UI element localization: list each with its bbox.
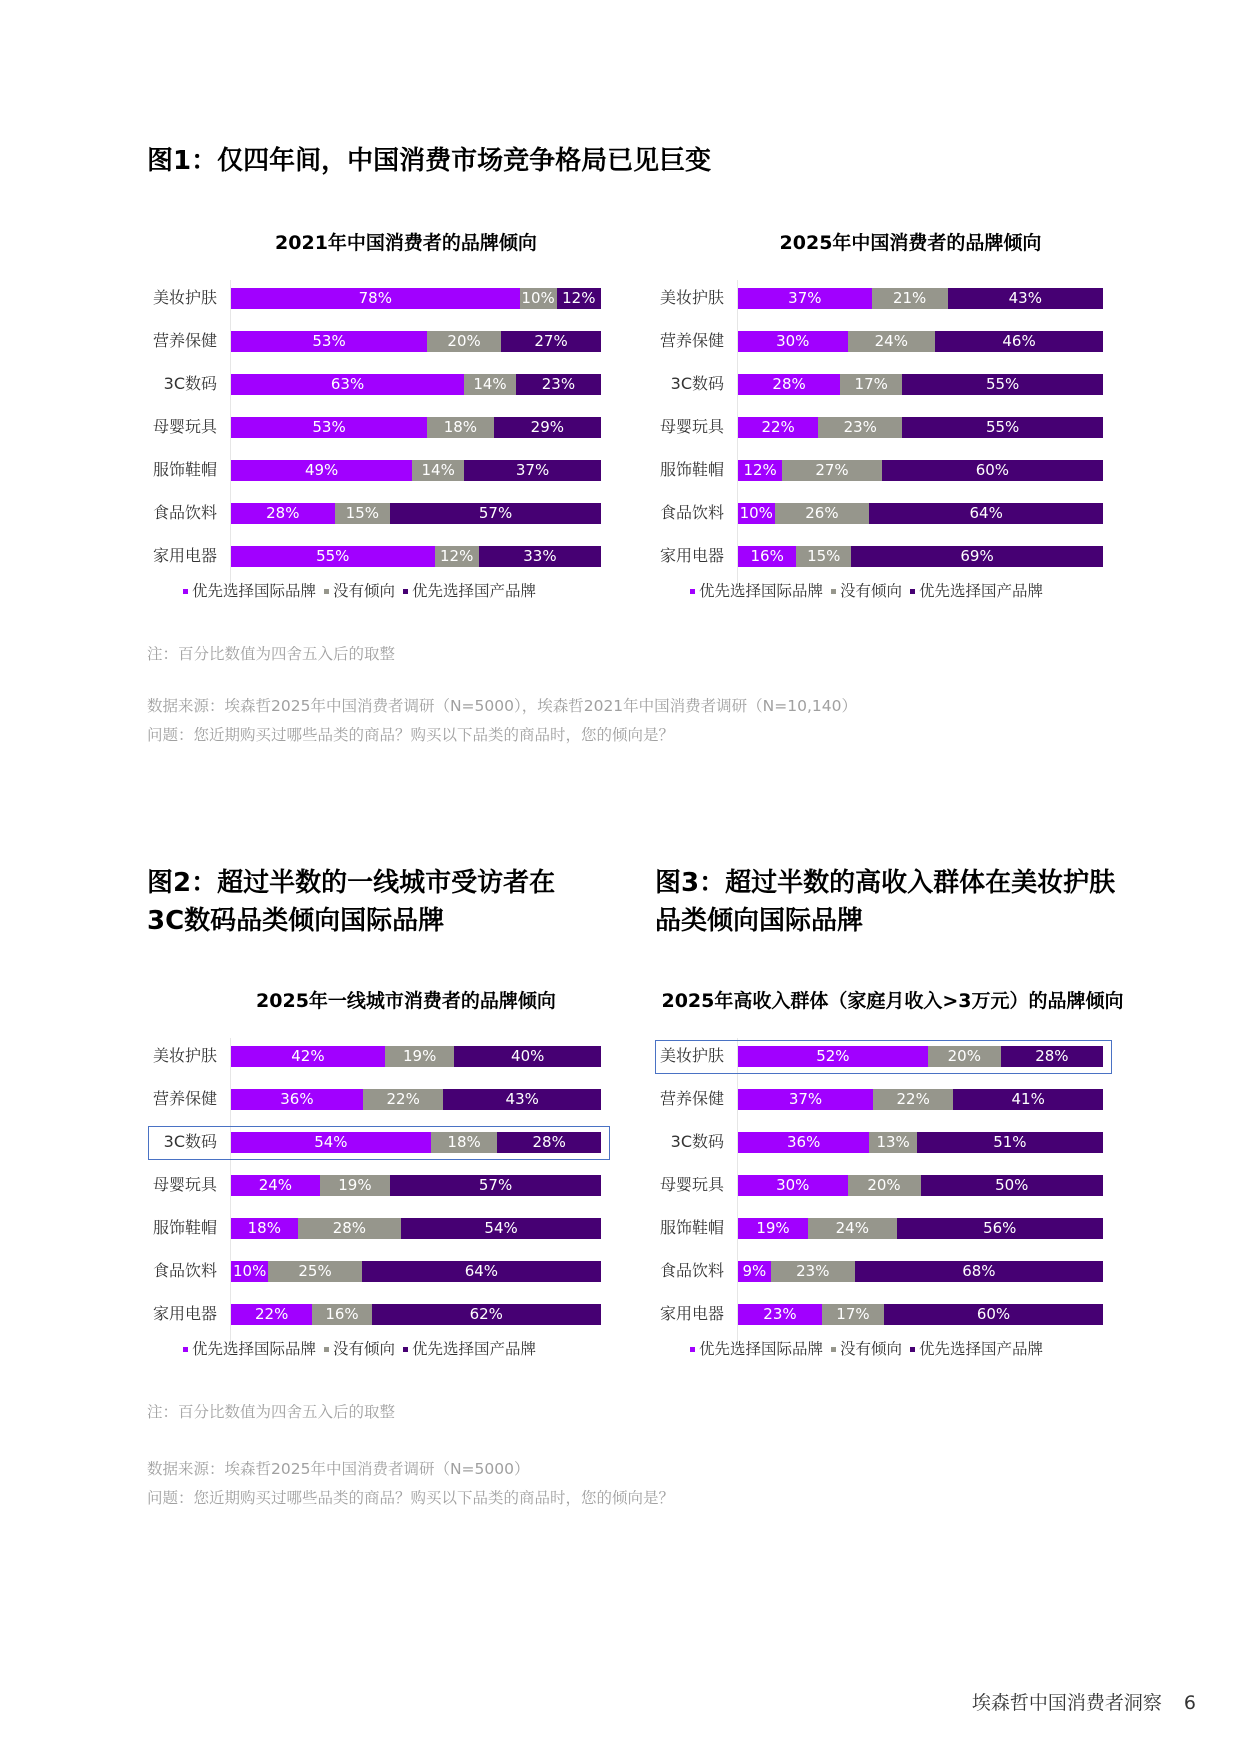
bar-segment-international: 37% [738, 288, 872, 309]
bar-segment-neutral: 14% [412, 460, 464, 481]
legend-label: 没有倾向 [840, 1340, 903, 1358]
bar-segment-domestic: 56% [897, 1218, 1103, 1239]
category-label: 3C数码 [670, 1132, 724, 1151]
bar-segment-international: 37% [738, 1089, 873, 1110]
category-label: 美妆护肤 [659, 1046, 724, 1065]
bar-segment-international: 36% [231, 1089, 363, 1110]
chart-legend [183, 579, 536, 601]
chart-title: 2025年高收入群体（家庭月收入>3万元）的品牌倾向 [661, 990, 1124, 1012]
fig1-source: 数据来源：埃森哲2025年中国消费者调研（N=5000），埃森哲2021年中国消费者调研（N=10,140） [147, 697, 857, 715]
bar-segment-domestic: 50% [921, 1175, 1104, 1196]
page-number: 6 [1183, 1692, 1196, 1714]
stacked-bar [738, 1132, 1103, 1153]
bar-segment-neutral: 23% [818, 417, 902, 438]
bar-segment-domestic: 43% [948, 288, 1103, 309]
bar-segment-domestic: 57% [390, 1175, 601, 1196]
stacked-bar [231, 417, 601, 438]
legend-label: 没有倾向 [333, 1340, 396, 1358]
category-label: 3C数码 [163, 1132, 217, 1151]
bar-segment-international: 30% [738, 1175, 848, 1196]
stacked-bar [738, 1304, 1103, 1325]
legend-swatch-icon [403, 589, 408, 594]
bar-segment-international: 28% [231, 503, 335, 524]
bar-segment-neutral: 22% [363, 1089, 444, 1110]
legend-swatch-icon [910, 589, 915, 594]
legend-label: 优先选择国产品牌 [919, 582, 1044, 600]
figure-3-title-line2: 品类倾向国际品牌 [655, 906, 864, 936]
bar-segment-domestic: 33% [479, 546, 601, 567]
legend-swatch-icon [690, 589, 695, 594]
bar-segment-neutral: 19% [385, 1046, 455, 1067]
stacked-bar [231, 1261, 601, 1282]
stacked-bar [231, 1089, 601, 1110]
bar-segment-domestic: 54% [401, 1218, 601, 1239]
legend-label: 优先选择国际品牌 [699, 582, 824, 600]
bar-segment-neutral: 18% [427, 417, 494, 438]
stacked-bar [231, 460, 601, 481]
chart-legend [183, 1337, 536, 1359]
bar-segment-domestic: 55% [902, 417, 1103, 438]
bar-segment-neutral: 15% [796, 546, 851, 567]
bar-segment-neutral: 18% [431, 1132, 498, 1153]
category-label: 服饰鞋帽 [152, 460, 217, 479]
stacked-bar [738, 417, 1103, 438]
bar-segment-domestic: 62% [372, 1304, 601, 1325]
bar-segment-neutral: 21% [872, 288, 948, 309]
bar-segment-domestic: 46% [935, 331, 1103, 352]
footer-text: 埃森哲中国消费者洞察 [971, 1692, 1162, 1714]
bar-segment-domestic: 57% [390, 503, 601, 524]
bar-segment-international: 10% [231, 1261, 268, 1282]
bar-segment-neutral: 17% [840, 374, 902, 395]
category-label: 营养保健 [659, 1089, 724, 1108]
legend-label: 优先选择国际品牌 [192, 1340, 317, 1358]
bar-segment-neutral: 20% [848, 1175, 921, 1196]
category-label: 美妆护肤 [659, 288, 724, 307]
bar-segment-international: 16% [738, 546, 796, 567]
category-label: 营养保健 [152, 1089, 217, 1108]
legend-item-domestic [403, 579, 536, 601]
chart-title: 2025年一线城市消费者的品牌倾向 [256, 990, 556, 1012]
stacked-bar [738, 1089, 1103, 1110]
bar-segment-neutral: 22% [873, 1089, 953, 1110]
bar-segment-neutral: 24% [808, 1218, 896, 1239]
bar-segment-neutral: 23% [771, 1261, 855, 1282]
bar-segment-international: 28% [738, 374, 840, 395]
bar-segment-international: 63% [231, 374, 464, 395]
figure-2-title-line1: 图2：超过半数的一线城市受访者在 [147, 868, 556, 898]
figure-1-title: 图1：仅四年间，中国消费市场竞争格局已见巨变 [147, 146, 712, 176]
stacked-bar [231, 331, 601, 352]
stacked-bar [738, 288, 1103, 309]
legend-swatch-icon [403, 1347, 408, 1352]
page-footer [972, 1688, 1196, 1715]
legend-swatch-icon [831, 589, 836, 594]
legend-item-neutral [831, 1337, 902, 1359]
stacked-bar [231, 503, 601, 524]
bar-segment-international: 54% [231, 1132, 431, 1153]
category-label: 母婴玩具 [152, 417, 217, 436]
bar-segment-international: 10% [739, 504, 773, 522]
legend-swatch-icon [183, 589, 188, 594]
bar-segment-domestic: 69% [851, 546, 1103, 567]
bar-segment-neutral: 26% [775, 503, 870, 524]
category-label: 服饰鞋帽 [152, 1218, 217, 1237]
category-label: 食品饮料 [659, 1261, 724, 1280]
legend-item-domestic [910, 579, 1043, 601]
stacked-bar [231, 1132, 601, 1153]
stacked-bar [738, 1218, 1103, 1239]
stacked-bar [738, 1046, 1103, 1067]
bar-segment-international: 53% [231, 331, 427, 352]
stacked-bar [738, 1175, 1103, 1196]
category-label: 母婴玩具 [659, 1175, 724, 1194]
legend-label: 优先选择国际品牌 [192, 582, 317, 600]
legend-item-domestic [910, 1337, 1043, 1359]
category-label: 家用电器 [152, 546, 217, 565]
legend-swatch-icon [324, 589, 329, 594]
bar-segment-neutral: 16% [312, 1304, 371, 1325]
bar-segment-international: 22% [231, 1304, 312, 1325]
category-label: 家用电器 [152, 1304, 217, 1323]
bottom-note: 注：百分比数值为四舍五入后的取整 [147, 1403, 396, 1421]
category-label: 食品饮料 [659, 503, 724, 522]
bar-segment-neutral: 20% [427, 331, 501, 352]
category-label: 家用电器 [659, 1304, 724, 1323]
bar-segment-domestic: 40% [454, 1046, 601, 1067]
bar-segment-neutral: 19% [320, 1175, 390, 1196]
bar-segment-neutral: 17% [822, 1304, 884, 1325]
category-label: 3C数码 [163, 374, 217, 393]
bar-segment-domestic: 12% [557, 288, 601, 309]
category-label: 美妆护肤 [152, 1046, 217, 1065]
stacked-bar [738, 503, 1103, 524]
bar-segment-neutral: 14% [464, 374, 516, 395]
legend-swatch-icon [831, 1347, 836, 1352]
legend-swatch-icon [690, 1347, 695, 1352]
bar-segment-domestic: 51% [917, 1132, 1103, 1153]
figure-3-title-line1: 图3：超过半数的高收入群体在美妆护肤 [655, 868, 1116, 898]
bar-segment-international: 52% [738, 1046, 928, 1067]
bar-segment-international: 23% [738, 1304, 822, 1325]
bar-segment-domestic: 29% [494, 417, 601, 438]
stacked-bar [231, 1046, 601, 1067]
bar-segment-international: 42% [231, 1046, 385, 1067]
figure-3-title [655, 864, 1115, 940]
bar-segment-neutral: 24% [848, 331, 936, 352]
legend-label: 没有倾向 [333, 582, 396, 600]
stacked-bar [231, 1175, 601, 1196]
category-label: 家用电器 [659, 546, 724, 565]
stacked-bar [231, 374, 601, 395]
figure-2-title [147, 864, 555, 940]
bottom-source: 数据来源：埃森哲2025年中国消费者调研（N=5000） [147, 1460, 530, 1478]
bar-segment-international: 24% [231, 1175, 320, 1196]
legend-item-international [690, 579, 823, 601]
bar-segment-domestic: 28% [1001, 1046, 1103, 1067]
category-label: 服饰鞋帽 [659, 1218, 724, 1237]
chart-title: 2021年中国消费者的品牌倾向 [275, 232, 537, 254]
category-label: 美妆护肤 [152, 288, 217, 307]
legend-item-international [183, 1337, 316, 1359]
bar-segment-neutral: 13% [869, 1132, 916, 1153]
category-label: 营养保健 [152, 331, 217, 350]
bar-segment-international: 30% [738, 331, 848, 352]
bar-segment-international: 36% [738, 1132, 869, 1153]
chart-legend [690, 1337, 1043, 1359]
bar-segment-domestic: 64% [362, 1261, 601, 1282]
stacked-bar [738, 374, 1103, 395]
stacked-bar [738, 1261, 1103, 1282]
bar-segment-neutral: 10% [521, 289, 555, 307]
figure-2-title-line2: 3C数码品类倾向国际品牌 [147, 906, 445, 936]
legend-label: 优先选择国际品牌 [699, 1340, 824, 1358]
category-label: 营养保健 [659, 331, 724, 350]
stacked-bar [738, 546, 1103, 567]
stacked-bar [231, 546, 601, 567]
bar-segment-international: 53% [231, 417, 427, 438]
legend-item-domestic [403, 1337, 536, 1359]
stacked-bar [231, 288, 601, 309]
legend-swatch-icon [183, 1347, 188, 1352]
bar-segment-domestic: 27% [501, 331, 601, 352]
bar-segment-domestic: 23% [516, 374, 601, 395]
bar-segment-neutral: 25% [268, 1261, 361, 1282]
legend-item-international [183, 579, 316, 601]
legend-item-neutral [324, 1337, 395, 1359]
chart-title: 2025年中国消费者的品牌倾向 [779, 232, 1042, 254]
category-label: 食品饮料 [152, 1261, 217, 1280]
bar-segment-domestic: 55% [902, 374, 1103, 395]
bar-segment-domestic: 37% [464, 460, 601, 481]
legend-item-neutral [324, 579, 395, 601]
stacked-bar [231, 1218, 601, 1239]
bar-segment-domestic: 43% [443, 1089, 601, 1110]
bar-segment-international: 78% [231, 288, 520, 309]
legend-swatch-icon [324, 1347, 329, 1352]
legend-item-international [690, 1337, 823, 1359]
legend-label: 没有倾向 [840, 582, 903, 600]
bar-segment-neutral: 15% [335, 503, 391, 524]
stacked-bar [231, 1304, 601, 1325]
bar-segment-international: 22% [738, 417, 818, 438]
category-label: 母婴玩具 [152, 1175, 217, 1194]
legend-label: 优先选择国产品牌 [412, 1340, 537, 1358]
bar-segment-international: 49% [231, 460, 412, 481]
bottom-question: 问题：您近期购买过哪些品类的商品？购买以下品类的商品时，您的倾向是？ [147, 1489, 675, 1507]
bar-segment-international: 18% [231, 1218, 298, 1239]
legend-swatch-icon [910, 1347, 915, 1352]
category-label: 母婴玩具 [659, 417, 724, 436]
bar-segment-domestic: 60% [882, 460, 1103, 481]
bar-segment-domestic: 64% [869, 503, 1103, 524]
bar-segment-neutral: 28% [298, 1218, 402, 1239]
bar-segment-international: 55% [231, 546, 435, 567]
bar-segment-neutral: 12% [435, 546, 479, 567]
stacked-bar [738, 331, 1103, 352]
bar-segment-domestic: 41% [953, 1089, 1103, 1110]
legend-label: 优先选择国产品牌 [919, 1340, 1044, 1358]
bar-segment-neutral: 27% [782, 460, 882, 481]
bar-segment-international: 12% [738, 460, 782, 481]
bar-segment-domestic: 68% [855, 1261, 1103, 1282]
category-label: 服饰鞋帽 [659, 460, 724, 479]
category-label: 食品饮料 [152, 503, 217, 522]
bar-segment-international: 9% [738, 1261, 771, 1282]
category-label: 3C数码 [670, 374, 724, 393]
bar-segment-domestic: 60% [884, 1304, 1103, 1325]
legend-item-neutral [831, 579, 902, 601]
fig1-question: 问题：您近期购买过哪些品类的商品？购买以下品类的商品时，您的倾向是？ [147, 726, 675, 744]
bar-segment-neutral: 20% [928, 1046, 1001, 1067]
stacked-bar [738, 460, 1103, 481]
bar-segment-domestic: 28% [497, 1132, 601, 1153]
bar-segment-international: 19% [738, 1218, 808, 1239]
legend-label: 优先选择国产品牌 [412, 582, 537, 600]
fig1-note: 注：百分比数值为四舍五入后的取整 [147, 645, 396, 663]
chart-legend [690, 579, 1043, 601]
